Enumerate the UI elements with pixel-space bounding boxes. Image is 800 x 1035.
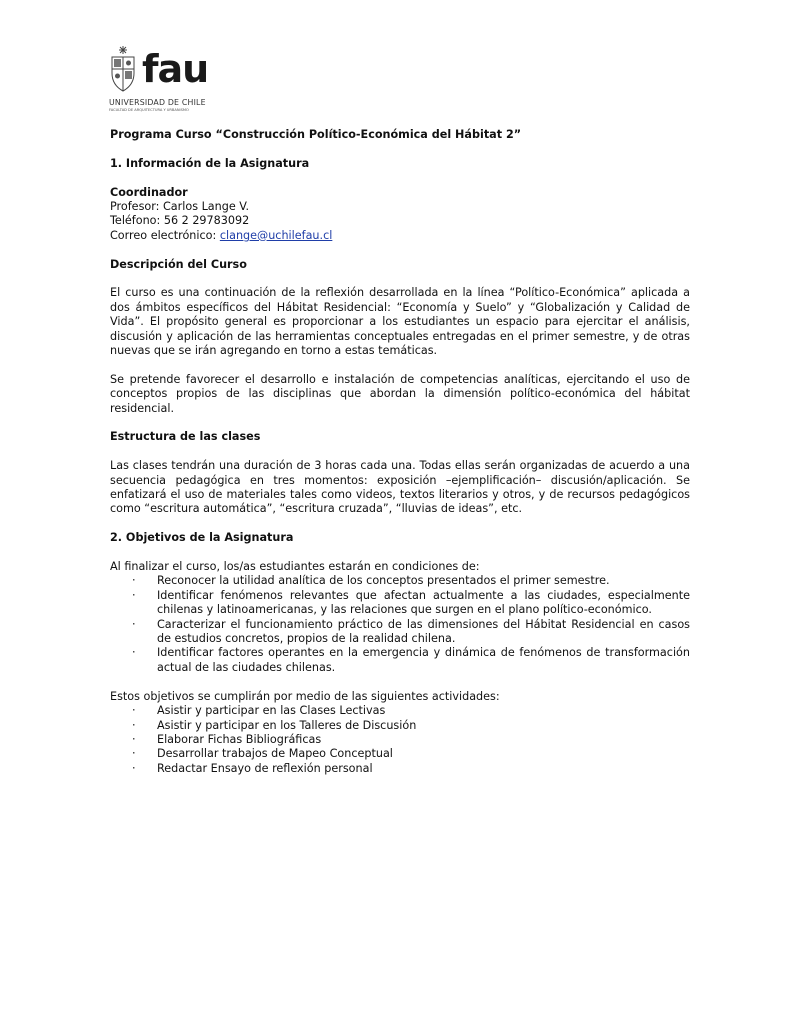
- bullet-icon: ·: [132, 646, 136, 660]
- list-item: · Asistir y participar en las Clases Lectivas: [132, 704, 386, 718]
- description-paragraph-1: El curso es una continuación de la reflexión desarrollada en la línea “Político-Económica” aplicada a dos ámbitos específicos del Hábitat Residencial: “Economía y Suelo” y “Globalización y Calidad de Vida”. El propósito general es proporcionar a los estudiantes un espacio para ejercitar el análisis, discusión y aplicación de las herramientas conceptuales entregadas en el primer semestre, y de otras nuevas que se irán agregando en torno a estas temáticas.: [110, 286, 690, 358]
- list-item: · Reconocer la utilidad analítica de los conceptos presentados el primer semestre.: [132, 574, 610, 588]
- list-item: · Redactar Ensayo de reflexión personal: [132, 761, 373, 775]
- list-item: · Identificar factores operantes en la emergencia y dinámica de fenómenos de transformación actual de las ciudades chilenas.: [132, 646, 690, 674]
- bullet-icon: ·: [132, 747, 136, 761]
- university-crest-icon: [108, 45, 138, 95]
- coordinator-heading: Coordinador: [110, 185, 188, 199]
- description-heading: Descripción del Curso: [110, 257, 247, 271]
- list-item: · Asistir y participar en los Talleres de Discusión: [132, 718, 417, 732]
- bullet-icon: ·: [132, 704, 136, 718]
- activities-intro: Estos objetivos se cumplirán por medio de las siguientes actividades:: [110, 689, 500, 703]
- logo-brand-text: fau: [142, 47, 209, 91]
- section-heading-info: 1. Información de la Asignatura: [110, 156, 310, 170]
- document-body: [110, 128, 690, 776]
- list-item: · Identificar fenómenos relevantes que afectan actualmente a las ciudades, especialmente chilenas y latinoamericanas, y las relaciones que surgen en el plano político-económico.: [132, 588, 690, 617]
- bullet-icon: ·: [132, 761, 136, 775]
- structure-paragraph: Las clases tendrán una duración de 3 horas cada una. Todas ellas serán organizadas de acuerdo a una secuencia pedagógica en tres momentos: exposición –ejemplificación– discusión/aplicación. Se enfatizará el uso de materiales tales como videos, textos literarios y otros, y de recursos pedagógicos como “escritura automática”, “escritura cruzada”, “lluvias de ideas”, etc.: [110, 459, 690, 516]
- university-logo: [108, 45, 208, 120]
- list-item: · Desarrollar trabajos de Mapeo Conceptual: [132, 747, 393, 761]
- activities-list: [110, 704, 690, 776]
- bullet-icon: ·: [132, 732, 136, 746]
- objectives-heading: 2. Objetivos de la Asignatura: [110, 531, 294, 545]
- bullet-icon: ·: [132, 574, 136, 588]
- email-label: Correo electrónico:: [110, 228, 220, 242]
- logo-faculty-text: FACULTAD DE ARQUITECTURA Y URBANISMO: [109, 108, 189, 112]
- bullet-icon: ·: [132, 617, 136, 631]
- objectives-list: [110, 574, 690, 675]
- list-item: · Caracterizar el funcionamiento práctico de las dimensiones del Hábitat Residencial en casos de estudios concretos, propios de la realidad chilena.: [132, 617, 690, 646]
- list-item: · Elaborar Fichas Bibliográficas: [132, 732, 322, 746]
- description-paragraph-2: Se pretende favorecer el desarrollo e instalación de competencias analíticas, ejercitando el uso de conceptos propios de las disciplinas que abordan la dimensión político-económica del hábitat residencial.: [110, 372, 690, 415]
- bullet-icon: ·: [132, 718, 136, 732]
- professor-line: Profesor: Carlos Lange V.: [110, 200, 250, 213]
- email-link[interactable]: clange@uchilefau.cl: [219, 228, 333, 242]
- logo-university-text: UNIVERSIDAD DE CHILE: [109, 98, 206, 107]
- objectives-intro: Al finalizar el curso, los/as estudiantes estarán en condiciones de:: [110, 560, 480, 574]
- page-title: Programa Curso “Construcción Político-Económica del Hábitat 2”: [110, 128, 522, 141]
- structure-heading: Estructura de las clases: [110, 430, 261, 444]
- email-line: [110, 229, 690, 243]
- bullet-icon: ·: [132, 588, 136, 602]
- phone-line: Teléfono: 56 2 29783092: [110, 214, 250, 228]
